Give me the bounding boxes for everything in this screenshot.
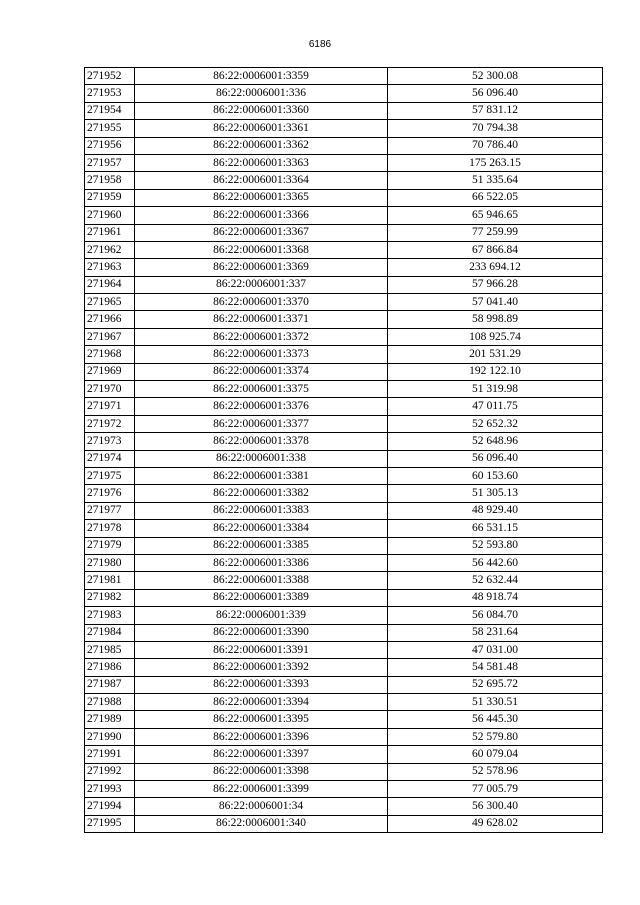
cadastral-number-cell: 86:22:0006001:3382	[135, 485, 388, 502]
cadastral-value-cell: 77 005.79	[388, 781, 603, 798]
cadastral-value-cell: 56 096.40	[388, 85, 603, 102]
row-number-cell: 271979	[85, 537, 135, 554]
cadastral-value-cell: 56 445.30	[388, 711, 603, 728]
table-row	[85, 537, 603, 554]
row-number-cell: 271986	[85, 659, 135, 676]
row-number-cell: 271966	[85, 311, 135, 328]
row-number-cell: 271984	[85, 624, 135, 641]
cadastral-value-cell: 56 096.40	[388, 450, 603, 467]
cadastral-number-cell: 86:22:0006001:3394	[135, 694, 388, 711]
cadastral-number-cell: 86:22:0006001:3392	[135, 659, 388, 676]
cadastral-value-cell: 52 648.96	[388, 433, 603, 450]
cadastral-value-cell: 52 652.32	[388, 415, 603, 432]
row-number-cell: 271972	[85, 415, 135, 432]
cadastral-value-cell: 56 442.60	[388, 554, 603, 571]
page-number: 6186	[308, 39, 332, 50]
cadastral-number-cell: 86:22:0006001:3360	[135, 102, 388, 119]
cadastral-number-cell: 86:22:0006001:340	[135, 815, 388, 832]
row-number-cell: 271958	[85, 172, 135, 189]
cadastral-value-cell: 57 966.28	[388, 276, 603, 293]
row-number-cell: 271981	[85, 572, 135, 589]
row-number-cell: 271989	[85, 711, 135, 728]
cadastral-value-cell: 175 263.15	[388, 154, 603, 171]
cadastral-value-cell: 57 831.12	[388, 102, 603, 119]
cadastral-number-cell: 86:22:0006001:339	[135, 607, 388, 624]
cadastral-number-cell: 86:22:0006001:3374	[135, 363, 388, 380]
row-number-cell: 271955	[85, 120, 135, 137]
table-row	[85, 259, 603, 276]
table-row	[85, 746, 603, 763]
table-row	[85, 311, 603, 328]
cadastral-number-cell: 86:22:0006001:3386	[135, 554, 388, 571]
cadastral-value-cell: 51 330.51	[388, 694, 603, 711]
table-row	[85, 641, 603, 658]
row-number-cell: 271975	[85, 467, 135, 484]
table-row	[85, 763, 603, 780]
cadastral-number-cell: 86:22:0006001:3397	[135, 746, 388, 763]
cadastral-number-cell: 86:22:0006001:3399	[135, 781, 388, 798]
row-number-cell: 271959	[85, 189, 135, 206]
row-number-cell: 271957	[85, 154, 135, 171]
cadastral-value-cell: 51 319.98	[388, 381, 603, 398]
cadastral-value-cell: 54 581.48	[388, 659, 603, 676]
row-number-cell: 271961	[85, 224, 135, 241]
row-number-cell: 271978	[85, 520, 135, 537]
row-number-cell: 271956	[85, 137, 135, 154]
cadastral-value-cell: 66 522.05	[388, 189, 603, 206]
row-number-cell: 271968	[85, 346, 135, 363]
cadastral-value-cell: 48 918.74	[388, 589, 603, 606]
cadastral-value-cell: 60 079.04	[388, 746, 603, 763]
table-row	[85, 502, 603, 519]
cadastral-number-cell: 86:22:0006001:337	[135, 276, 388, 293]
table-row	[85, 798, 603, 815]
cadastral-number-cell: 86:22:0006001:3366	[135, 207, 388, 224]
cadastral-number-cell: 86:22:0006001:3363	[135, 154, 388, 171]
table-row	[85, 694, 603, 711]
row-number-cell: 271953	[85, 85, 135, 102]
table-row	[85, 120, 603, 137]
cadastral-value-cell: 51 305.13	[388, 485, 603, 502]
cadastral-value-table	[84, 67, 603, 833]
row-number-cell: 271970	[85, 381, 135, 398]
row-number-cell: 271988	[85, 694, 135, 711]
cadastral-number-cell: 86:22:0006001:3371	[135, 311, 388, 328]
table-row	[85, 207, 603, 224]
cadastral-number-cell: 86:22:0006001:3377	[135, 415, 388, 432]
row-number-cell: 271964	[85, 276, 135, 293]
cadastral-value-cell: 192 122.10	[388, 363, 603, 380]
row-number-cell: 271983	[85, 607, 135, 624]
cadastral-number-cell: 86:22:0006001:3365	[135, 189, 388, 206]
cadastral-number-cell: 86:22:0006001:336	[135, 85, 388, 102]
table-body	[85, 68, 603, 833]
cadastral-value-cell: 70 786.40	[388, 137, 603, 154]
cadastral-number-cell: 86:22:0006001:3373	[135, 346, 388, 363]
cadastral-number-cell: 86:22:0006001:3381	[135, 467, 388, 484]
cadastral-number-cell: 86:22:0006001:3388	[135, 572, 388, 589]
cadastral-number-cell: 86:22:0006001:3395	[135, 711, 388, 728]
table-row	[85, 624, 603, 641]
table-row	[85, 781, 603, 798]
row-number-cell: 271990	[85, 728, 135, 745]
cadastral-value-cell: 52 695.72	[388, 676, 603, 693]
cadastral-value-cell: 233 694.12	[388, 259, 603, 276]
row-number-cell: 271987	[85, 676, 135, 693]
row-number-cell: 271974	[85, 450, 135, 467]
cadastral-value-cell: 52 632.44	[388, 572, 603, 589]
cadastral-number-cell: 86:22:0006001:3390	[135, 624, 388, 641]
cadastral-number-cell: 86:22:0006001:338	[135, 450, 388, 467]
table-row	[85, 467, 603, 484]
cadastral-value-cell: 49 628.02	[388, 815, 603, 832]
cadastral-value-cell: 70 794.38	[388, 120, 603, 137]
cadastral-value-cell: 66 531.15	[388, 520, 603, 537]
cadastral-value-cell: 65 946.65	[388, 207, 603, 224]
row-number-cell: 271973	[85, 433, 135, 450]
cadastral-number-cell: 86:22:0006001:3368	[135, 241, 388, 258]
cadastral-number-cell: 86:22:0006001:3398	[135, 763, 388, 780]
table-row	[85, 363, 603, 380]
table-row	[85, 815, 603, 832]
table-row	[85, 589, 603, 606]
row-number-cell: 271991	[85, 746, 135, 763]
table-row	[85, 728, 603, 745]
cadastral-value-cell: 201 531.29	[388, 346, 603, 363]
cadastral-value-cell: 56 084.70	[388, 607, 603, 624]
cadastral-value-cell: 67 866.84	[388, 241, 603, 258]
table-row	[85, 485, 603, 502]
cadastral-number-cell: 86:22:0006001:3370	[135, 294, 388, 311]
row-number-cell: 271963	[85, 259, 135, 276]
table-row	[85, 241, 603, 258]
table-row	[85, 172, 603, 189]
cadastral-number-cell: 86:22:0006001:3361	[135, 120, 388, 137]
cadastral-number-cell: 86:22:0006001:3393	[135, 676, 388, 693]
cadastral-value-cell: 108 925.74	[388, 328, 603, 345]
row-number-cell: 271982	[85, 589, 135, 606]
cadastral-number-cell: 86:22:0006001:3384	[135, 520, 388, 537]
cadastral-value-cell: 48 929.40	[388, 502, 603, 519]
table-row	[85, 189, 603, 206]
row-number-cell: 271969	[85, 363, 135, 380]
cadastral-value-cell: 56 300.40	[388, 798, 603, 815]
cadastral-number-cell: 86:22:0006001:3367	[135, 224, 388, 241]
cadastral-number-cell: 86:22:0006001:3362	[135, 137, 388, 154]
table-row	[85, 137, 603, 154]
row-number-cell: 271995	[85, 815, 135, 832]
cadastral-value-cell: 58 998.89	[388, 311, 603, 328]
cadastral-value-cell: 58 231.64	[388, 624, 603, 641]
cadastral-value-cell: 47 011.75	[388, 398, 603, 415]
table-row	[85, 607, 603, 624]
table-row	[85, 398, 603, 415]
table-row	[85, 520, 603, 537]
cadastral-number-cell: 86:22:0006001:3396	[135, 728, 388, 745]
cadastral-number-cell: 86:22:0006001:3389	[135, 589, 388, 606]
row-number-cell: 271993	[85, 781, 135, 798]
table-row	[85, 85, 603, 102]
cadastral-value-cell: 52 579.80	[388, 728, 603, 745]
row-number-cell: 271985	[85, 641, 135, 658]
cadastral-number-cell: 86:22:0006001:3378	[135, 433, 388, 450]
cadastral-value-cell: 52 300.08	[388, 68, 603, 85]
table-row	[85, 102, 603, 119]
cadastral-number-cell: 86:22:0006001:3359	[135, 68, 388, 85]
table-row	[85, 68, 603, 85]
table-row	[85, 294, 603, 311]
table-row	[85, 415, 603, 432]
table-row	[85, 676, 603, 693]
cadastral-value-cell: 57 041.40	[388, 294, 603, 311]
row-number-cell: 271994	[85, 798, 135, 815]
row-number-cell: 271952	[85, 68, 135, 85]
table-row	[85, 276, 603, 293]
row-number-cell: 271971	[85, 398, 135, 415]
cadastral-number-cell: 86:22:0006001:3375	[135, 381, 388, 398]
table-row	[85, 346, 603, 363]
table-row	[85, 224, 603, 241]
row-number-cell: 271980	[85, 554, 135, 571]
row-number-cell: 271976	[85, 485, 135, 502]
table-row	[85, 554, 603, 571]
cadastral-value-cell: 52 578.96	[388, 763, 603, 780]
cadastral-number-cell: 86:22:0006001:3376	[135, 398, 388, 415]
cadastral-number-cell: 86:22:0006001:3364	[135, 172, 388, 189]
table-row	[85, 572, 603, 589]
table-row	[85, 154, 603, 171]
cadastral-number-cell: 86:22:0006001:3385	[135, 537, 388, 554]
table-row	[85, 711, 603, 728]
row-number-cell: 271967	[85, 328, 135, 345]
row-number-cell: 271962	[85, 241, 135, 258]
table-row	[85, 328, 603, 345]
table-row	[85, 659, 603, 676]
table-row	[85, 433, 603, 450]
table-row	[85, 381, 603, 398]
row-number-cell: 271992	[85, 763, 135, 780]
cadastral-number-cell: 86:22:0006001:3391	[135, 641, 388, 658]
cadastral-number-cell: 86:22:0006001:3372	[135, 328, 388, 345]
cadastral-value-cell: 77 259.99	[388, 224, 603, 241]
cadastral-value-cell: 51 335.64	[388, 172, 603, 189]
cadastral-number-cell: 86:22:0006001:3369	[135, 259, 388, 276]
cadastral-value-cell: 60 153.60	[388, 467, 603, 484]
row-number-cell: 271977	[85, 502, 135, 519]
cadastral-number-cell: 86:22:0006001:3383	[135, 502, 388, 519]
row-number-cell: 271960	[85, 207, 135, 224]
cadastral-value-cell: 47 031.00	[388, 641, 603, 658]
cadastral-number-cell: 86:22:0006001:34	[135, 798, 388, 815]
table-row	[85, 450, 603, 467]
cadastral-value-cell: 52 593.80	[388, 537, 603, 554]
row-number-cell: 271965	[85, 294, 135, 311]
row-number-cell: 271954	[85, 102, 135, 119]
